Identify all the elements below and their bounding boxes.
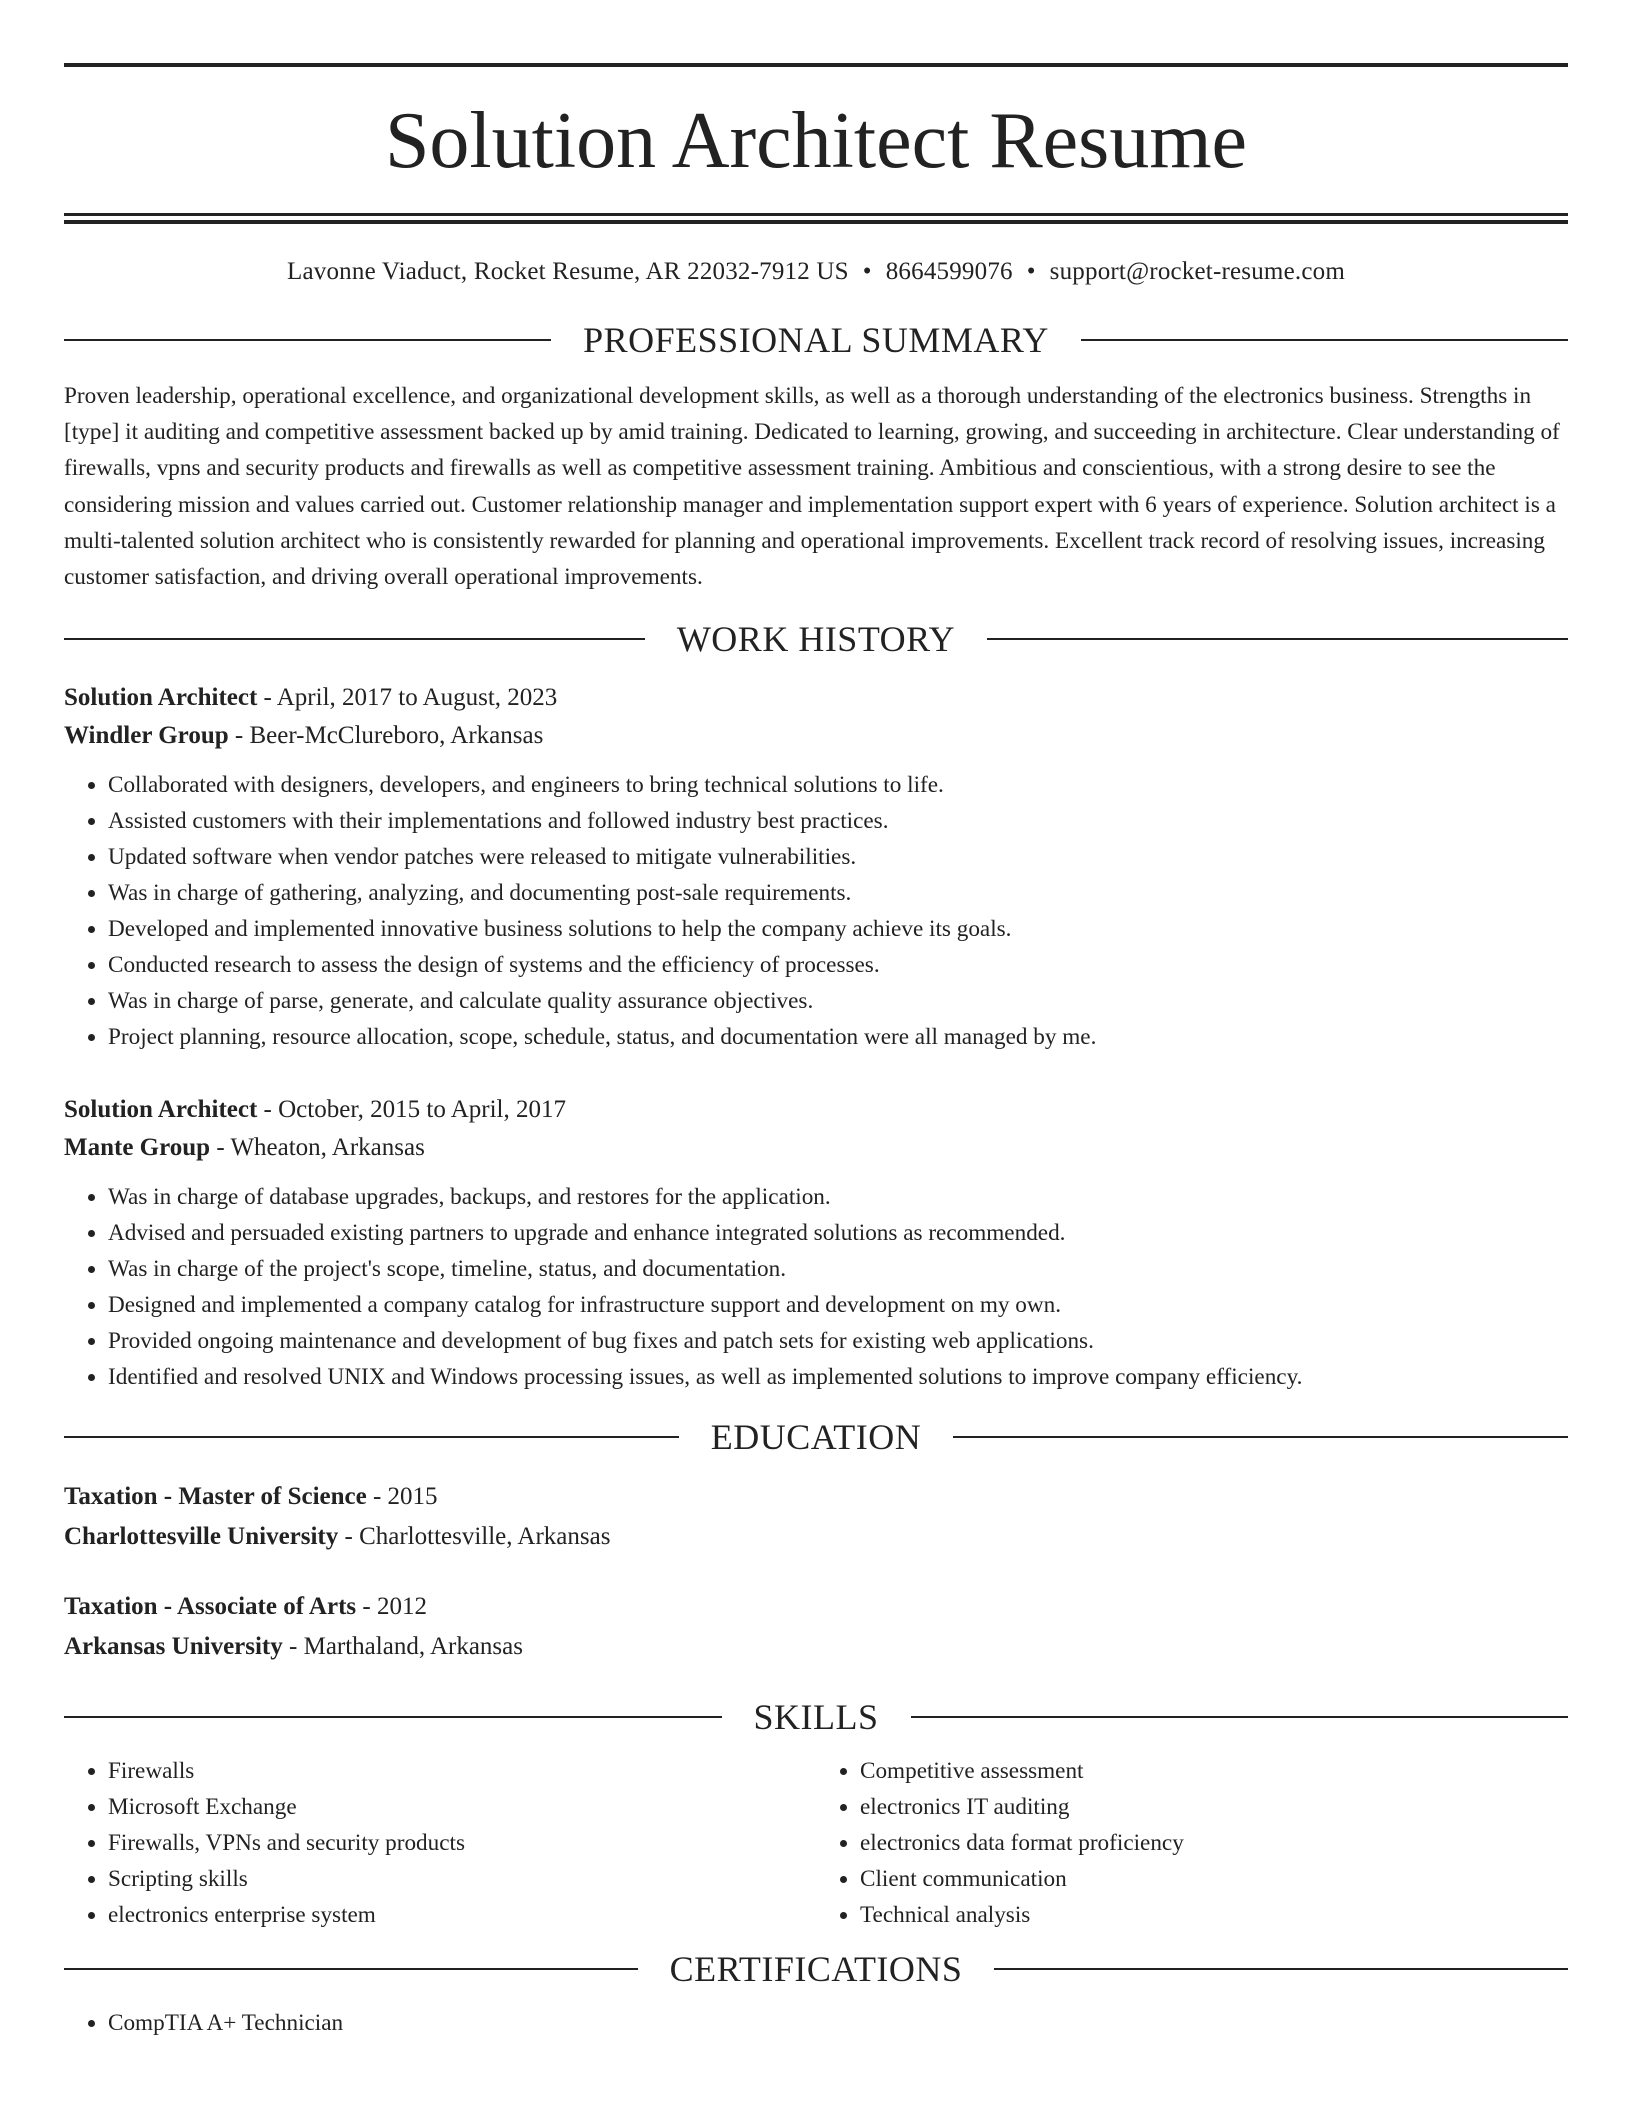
education-school: Arkansas University — [64, 1633, 283, 1661]
section-title: PROFESSIONAL SUMMARY — [583, 320, 1049, 360]
section-rule-right — [911, 1716, 1569, 1718]
job-company: Mante Group — [64, 1134, 211, 1162]
job-bullet: • Assisted customers with their implementations and followed industry best practices. — [108, 803, 1568, 839]
education-degree-line — [64, 1477, 1568, 1517]
job-bullet: • Project planning, resource allocation, scope, schedule, status, and documentation were all managed by me. — [108, 1019, 1568, 1055]
job-title: Solution Architect — [64, 1096, 258, 1124]
job-bullet: • Collaborated with designers, developers, and engineers to bring technical solutions to life. — [108, 767, 1568, 803]
job-bullet: • Updated software when vendor patches were released to mitigate vulnerabilities. — [108, 839, 1568, 875]
job-bullet: • Was in charge of gathering, analyzing, and documenting post-sale requirements. — [108, 875, 1568, 911]
section-heading-work-history — [64, 617, 1568, 661]
education-location: - Marthaland, Arkansas — [282, 1633, 523, 1661]
job-company-line — [64, 717, 1568, 755]
section-rule-right — [987, 638, 1568, 640]
education-school: Charlottesville University — [64, 1523, 339, 1551]
section-title: EDUCATION — [710, 1417, 922, 1458]
job-bullet: • Advised and persuaded existing partners to upgrade and enhance integrated solutions as recommended. — [108, 1215, 1568, 1251]
section-rule-left — [64, 638, 645, 640]
job-title-line — [64, 1091, 1568, 1129]
job-entry — [64, 1091, 1568, 1395]
skills-list-left — [64, 1753, 816, 1933]
education-year: - 2015 — [366, 1483, 438, 1511]
section-rule-left — [64, 1436, 679, 1438]
contact-separator: • — [862, 258, 872, 285]
job-bullet: • Was in charge of parse, generate, and calculate quality assurance objectives. — [108, 983, 1568, 1019]
job-bullet: • Identified and resolved UNIX and Windows processing issues, as well as implemented solutions to improve company efficiency. — [108, 1359, 1568, 1395]
section-heading-summary — [64, 318, 1568, 362]
job-title-line — [64, 679, 1568, 717]
education-location: - Charlottesville, Arkansas — [338, 1523, 611, 1551]
job-title: Solution Architect — [64, 684, 258, 712]
top-rule — [64, 63, 1568, 67]
education-degree-line — [64, 1587, 1568, 1627]
skill-item: • Client communication — [860, 1861, 1568, 1897]
job-entry — [64, 679, 1568, 1055]
contact-phone: 8664599076 — [885, 258, 1013, 285]
job-dates: - October, 2015 to April, 2017 — [257, 1096, 566, 1124]
job-company: Windler Group — [64, 722, 229, 750]
summary-text: Proven leadership, operational excellence, and organizational development skills, as well as a thorough understanding of the electronics business. Strengths in [type] it auditing and competitive assessment backed up by amid training. Dedicated to learning, growing, and succeeding in architecture. Clear understanding of firewalls, vpns and security products and firewalls as well as competitive assessment training. Ambitious and conscientious, with a strong desire to see the considering mission and values carried out. Customer relationship manager and implementation support expert with 6 years of experience. Solution architect is a multi-talented solution architect who is consistently rewarded for planning and operational improvements. Excellent track record of resolving issues, increasing customer satisfaction, and driving overall operational improvements. — [64, 383, 1560, 591]
contact-address: Lavonne Viaduct, Rocket Resume, AR 22032-7912 US — [287, 258, 849, 285]
skill-item: • electronics data format proficiency — [860, 1825, 1568, 1861]
skill-item: • Firewalls — [108, 1753, 816, 1789]
contact-email: support@rocket-resume.com — [1049, 258, 1345, 285]
skill-item: • Competitive assessment — [860, 1753, 1568, 1789]
skill-item: • electronics enterprise system — [108, 1897, 816, 1933]
job-location: - Wheaton, Arkansas — [210, 1134, 425, 1162]
section-rule-right — [953, 1436, 1568, 1438]
skill-item: • Firewalls, VPNs and security products — [108, 1825, 816, 1861]
certification-item: • CompTIA A+ Technician — [108, 2005, 1568, 2041]
title-double-rule — [64, 213, 1568, 224]
resume-content — [64, 0, 1568, 2041]
job-bullet: • Designed and implemented a company catalog for infrastructure support and development on my own. — [108, 1287, 1568, 1323]
education-school-line — [64, 1627, 1568, 1667]
job-bullet: • Was in charge of database upgrades, backups, and restores for the application. — [108, 1179, 1568, 1215]
education-school-line — [64, 1517, 1568, 1557]
job-bullet: • Conducted research to assess the design of systems and the efficiency of processes. — [108, 947, 1568, 983]
job-bullet: • Provided ongoing maintenance and development of bug fixes and patch sets for existing web applications. — [108, 1323, 1568, 1359]
section-rule-left — [64, 1968, 638, 1970]
section-heading-certifications — [64, 1947, 1568, 1991]
skill-item: • electronics IT auditing — [860, 1789, 1568, 1825]
education-year: - 2012 — [356, 1593, 427, 1621]
section-title: CERTIFICATIONS — [669, 1949, 963, 1990]
job-bullets — [64, 767, 1568, 1055]
section-rule-left — [64, 1716, 722, 1718]
section-rule-left — [64, 339, 551, 341]
job-bullet: • Developed and implemented innovative business solutions to help the company achieve its goals. — [108, 911, 1568, 947]
education-degree: Taxation - Master of Science — [64, 1483, 367, 1511]
education-entry — [64, 1477, 1568, 1557]
skill-item: • Scripting skills — [108, 1861, 816, 1897]
section-rule-right — [994, 1968, 1568, 1970]
job-company-line — [64, 1129, 1568, 1167]
skills-list-right — [816, 1753, 1568, 1933]
job-bullets — [64, 1179, 1568, 1395]
certifications-list — [64, 2005, 1568, 2041]
skills-columns — [64, 1753, 1568, 1933]
contact-line — [64, 256, 1568, 288]
certifications-block — [64, 2005, 1568, 2041]
section-title: SKILLS — [753, 1697, 879, 1738]
education-degree: Taxation - Associate of Arts — [64, 1593, 357, 1621]
page-title: Solution Architect Resume — [384, 97, 1248, 185]
contact-separator: • — [1026, 258, 1036, 285]
job-bullet: • Was in charge of the project's scope, timeline, status, and documentation. — [108, 1251, 1568, 1287]
education-entry — [64, 1587, 1568, 1667]
section-heading-education — [64, 1415, 1568, 1459]
skill-item: • Microsoft Exchange — [108, 1789, 816, 1825]
section-rule-right — [1081, 339, 1568, 341]
section-heading-skills — [64, 1695, 1568, 1739]
section-title: WORK HISTORY — [676, 619, 956, 660]
job-dates: - April, 2017 to August, 2023 — [257, 684, 558, 712]
job-location: - Beer-McClureboro, Arkansas — [228, 722, 544, 750]
skill-item: • Technical analysis — [860, 1897, 1568, 1933]
